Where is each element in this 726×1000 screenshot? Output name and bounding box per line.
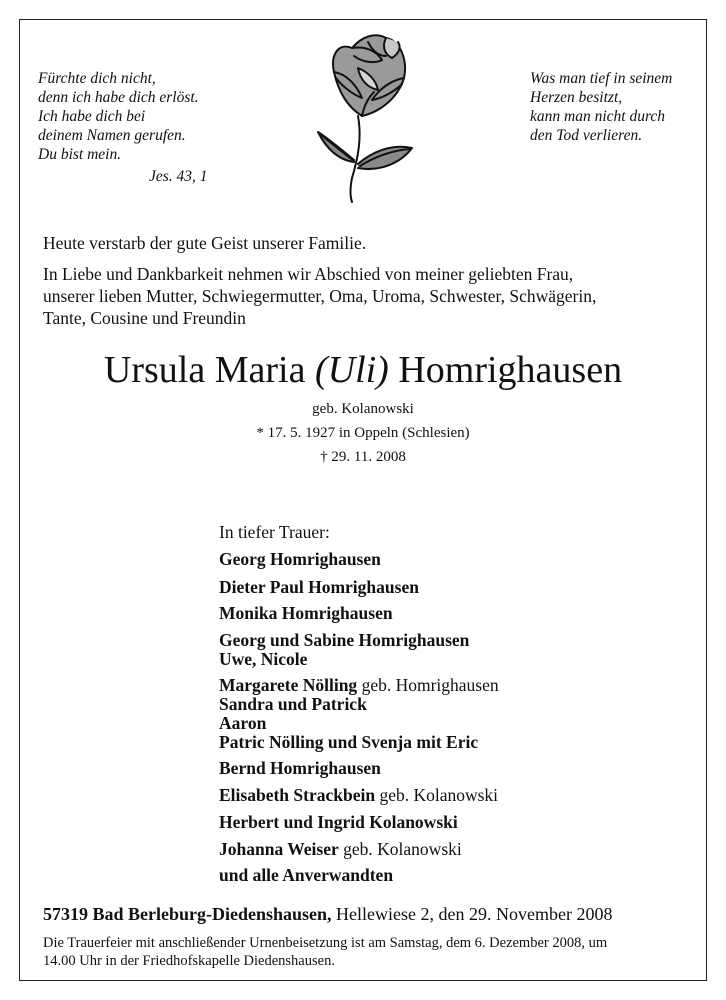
rose-icon [312, 28, 418, 204]
mourner-name: Herbert und Ingrid Kolanowski [219, 812, 458, 832]
funeral-note-line: 14.00 Uhr in der Friedhofskapelle Diedenshausen. [43, 953, 335, 969]
mourner-group [219, 759, 381, 778]
deceased-nickname: (Uli) [314, 349, 389, 391]
verse-left-line: denn ich habe dich erlöst. [38, 89, 199, 106]
verse-left-line: Fürchte dich nicht, [38, 70, 156, 87]
deceased-name [20, 348, 706, 392]
mourner-group [219, 840, 462, 859]
birth-date: * 17. 5. 1927 in Oppeln (Schlesien) [256, 425, 470, 441]
address-date: Hellewiese 2, den 29. November 2008 [331, 904, 613, 924]
verse-right-line: kann man nicht durch [530, 108, 666, 125]
verse-left-line: Ich habe dich bei [38, 108, 146, 125]
place-name: 57319 Bad Berleburg-Diedenshausen, [43, 904, 332, 924]
mourner-name: Georg Homrighausen [219, 549, 381, 569]
verse-right [530, 69, 672, 145]
intro-paragraph-line: Tante, Cousine und Freundin [43, 308, 246, 328]
mourner-name: Sandra und Patrick [219, 694, 367, 714]
funeral-note-line: Die Trauerfeier mit anschließender Urnenbeisetzung ist am Samstag, dem 6. Dezember 2008, um [43, 935, 608, 951]
verse-left-line: Du bist mein. [38, 146, 122, 163]
maiden-name: geb. Kolanowski [312, 401, 414, 417]
mourner-name: Patric Nölling und Svenja mit Eric [219, 732, 479, 752]
mourner-name: Elisabeth Strackbein [219, 785, 376, 805]
mourner-group [219, 786, 498, 805]
mourner-group [219, 578, 419, 597]
mourner-name: Uwe, Nicole [219, 649, 308, 669]
place-date [43, 903, 612, 925]
intro-paragraph-line: In Liebe und Dankbarkeit nehmen wir Abschied von meiner geliebten Frau, [43, 264, 574, 284]
mourner-name: Dieter Paul Homrighausen [219, 577, 419, 597]
mourner-group [219, 550, 381, 569]
mourner-group [219, 604, 393, 623]
mourner-maiden: geb. Homrighausen [357, 675, 499, 695]
funeral-note [43, 934, 607, 970]
mourner-name: Bernd Homrighausen [219, 758, 381, 778]
verse-left-line: deinem Namen gerufen. [38, 127, 186, 144]
mourner-group [219, 676, 499, 752]
mourner-name: Margarete Nölling [219, 675, 358, 695]
mourner-group [219, 813, 458, 832]
deceased-last-name: Homrighausen [388, 349, 623, 391]
mourners-heading: In tiefer Trauer: [219, 522, 330, 542]
mourner-name: Aaron [219, 713, 267, 733]
verse-left [38, 69, 199, 164]
intro-line: Heute verstarb der gute Geist unserer Familie. [43, 233, 367, 253]
mourner-maiden: geb. Kolanowski [375, 785, 499, 805]
verse-right-line: Herzen besitzt, [530, 89, 623, 106]
deceased-first-name: Ursula Maria [103, 349, 315, 391]
verse-source: Jes. 43, 1 [149, 168, 208, 185]
mourner-group [219, 631, 469, 669]
mourner-name: Monika Homrighausen [219, 603, 393, 623]
mourner-name: Georg und Sabine Homrighausen [219, 630, 470, 650]
death-date: † 29. 11. 2008 [320, 449, 406, 465]
verse-right-line: den Tod verlieren. [530, 127, 643, 144]
intro-paragraph [43, 263, 596, 329]
mourner-name: und alle Anverwandten [219, 865, 394, 885]
deceased-dates [20, 397, 706, 469]
mourner-name: Johanna Weiser [219, 839, 339, 859]
mourner-group [219, 866, 393, 885]
mourner-maiden: geb. Kolanowski [338, 839, 462, 859]
verse-right-line: Was man tief in seinem [530, 70, 673, 87]
intro-paragraph-line: unserer lieben Mutter, Schwiegermutter, Oma, Uroma, Schwester, Schwägerin, [43, 286, 597, 306]
